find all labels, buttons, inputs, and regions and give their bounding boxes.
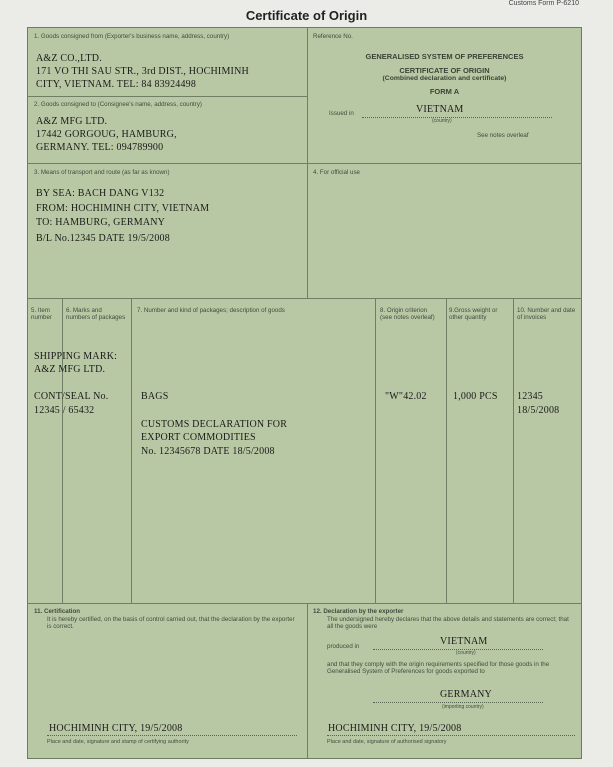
divider-h-4 (28, 603, 581, 604)
divider-col-6 (131, 298, 132, 603)
bill-of-lading: B/L No.12345 DATE 19/5/2008 (36, 233, 170, 244)
gsp-heading: GENERALISED SYSTEM OF PREFERENCES (365, 52, 524, 61)
divider-h-3 (28, 298, 581, 299)
certification-place-date: HOCHIMINH CITY, 19/5/2008 (49, 723, 183, 734)
issued-country-caption: (country) (432, 118, 452, 124)
cont-seal-value: 12345 / 65432 (34, 405, 95, 416)
issued-in-label: Issued in (329, 110, 354, 117)
consignee-name: A&Z MFG LTD. (36, 116, 108, 127)
importing-country-value: GERMANY (440, 689, 492, 700)
combined-heading: (Combined declaration and certificate) (382, 75, 507, 82)
consignee-address: 17442 GORGOUG, HAMBURG, (36, 129, 177, 140)
box2-label: 2. Goods consigned to (Consignee's name, address, country) (34, 101, 202, 108)
coo-heading: CERTIFICATE OF ORIGIN (399, 66, 490, 75)
shipping-mark-value: A&Z MFG LTD. (34, 364, 106, 375)
quantity-value: 1,000 PCS (453, 391, 498, 402)
col-gross-weight: 9.Gross weight or other quantity (449, 307, 498, 322)
declaration-sign-line (327, 735, 575, 736)
certification-caption: Place and date, signature and stamp of certifying authority (47, 739, 189, 745)
form-a-heading: FORM A (429, 87, 460, 96)
divider-v-bottom (307, 603, 308, 758)
importing-country-line (373, 702, 543, 703)
declaration-text-2: and that they comply with the origin requirements specified for those goods in the Generalised System of Preferences for goods exported to (327, 661, 550, 676)
importing-country-caption: (importing country) (442, 704, 484, 710)
divider-col-7 (375, 298, 376, 603)
col-description: 7. Number and kind of packages; description of goods (137, 307, 285, 314)
transport-vessel: BY SEA: BACH DANG V132 (36, 188, 165, 199)
origin-criterion-value: "W"42.02 (385, 391, 427, 402)
box12-label: 12. Declaration by the exporter (313, 608, 404, 615)
produced-in-label: produced in (327, 643, 360, 650)
exporter-address: 171 VO THI SAU STR., 3rd DIST., HOCHIMINH (36, 66, 249, 77)
customs-declaration-line2: EXPORT COMMODITIES (141, 432, 256, 443)
packages-kind: BAGS (141, 391, 169, 402)
exporter-name: A&Z CO.,LTD. (36, 53, 102, 64)
exporter-city: CITY, VIETNAM. TEL: 84 83924498 (36, 79, 197, 90)
transport-to: TO: HAMBURG, GERMANY (36, 217, 166, 228)
box4-label: 4. For official use (313, 169, 361, 176)
col-item-number: 5. Item number (31, 307, 52, 322)
col-marks-numbers: 6. Marks and numbers of packages (66, 307, 126, 322)
certificate-form (27, 27, 582, 759)
produced-in-value: VIETNAM (440, 636, 488, 647)
see-notes-overleaf: See notes overleaf (477, 132, 529, 139)
declaration-caption: Place and date, signature of authorised signatory (327, 739, 447, 745)
issued-in-value: VIETNAM (416, 104, 464, 115)
col-origin-criterion: 8. Origin criterion (see notes overleaf) (380, 307, 435, 322)
box1-label: 1. Goods consigned from (Exporter's business name, address, country) (34, 33, 230, 40)
divider-h-2 (28, 163, 581, 164)
divider-col-8 (446, 298, 447, 603)
box3-label: 3. Means of transport and route (as far as known) (34, 169, 170, 176)
invoice-number: 12345 (517, 391, 543, 402)
divider-h-1 (28, 96, 307, 97)
declaration-place-date: HOCHIMINH CITY, 19/5/2008 (328, 723, 462, 734)
reference-label: Reference No. (313, 33, 353, 40)
transport-from: FROM: HOCHIMINH CITY, VIETNAM (36, 203, 210, 214)
col-invoices: 10. Number and date of invoices (517, 307, 576, 322)
consignee-country: GERMANY. TEL: 094789900 (36, 142, 164, 153)
document-title: Certificate of Origin (245, 8, 368, 23)
box11-label: 11. Certification (34, 608, 81, 615)
divider-col-9 (513, 298, 514, 603)
certification-text: It is hereby certified, on the basis of control carried out, that the declaration by the exporter is correct. (47, 616, 295, 631)
customs-declaration-line1: CUSTOMS DECLARATION FOR (141, 419, 288, 430)
certification-sign-line (47, 735, 297, 736)
customs-declaration-line3: No. 12345678 DATE 18/5/2008 (141, 446, 275, 457)
form-number: Customs Form P-6210 (508, 0, 579, 7)
invoice-date: 18/5/2008 (517, 405, 560, 416)
cont-seal-label: CONT/SEAL No. (34, 391, 109, 402)
produced-country-caption: (country) (456, 650, 476, 656)
issued-in-line (362, 117, 552, 118)
shipping-mark-label: SHIPPING MARK: (34, 351, 118, 362)
declaration-text-1: The undersigned hereby declares that the above details and statements are correct; that all the goods were (327, 616, 569, 631)
divider-col-5 (62, 298, 63, 603)
